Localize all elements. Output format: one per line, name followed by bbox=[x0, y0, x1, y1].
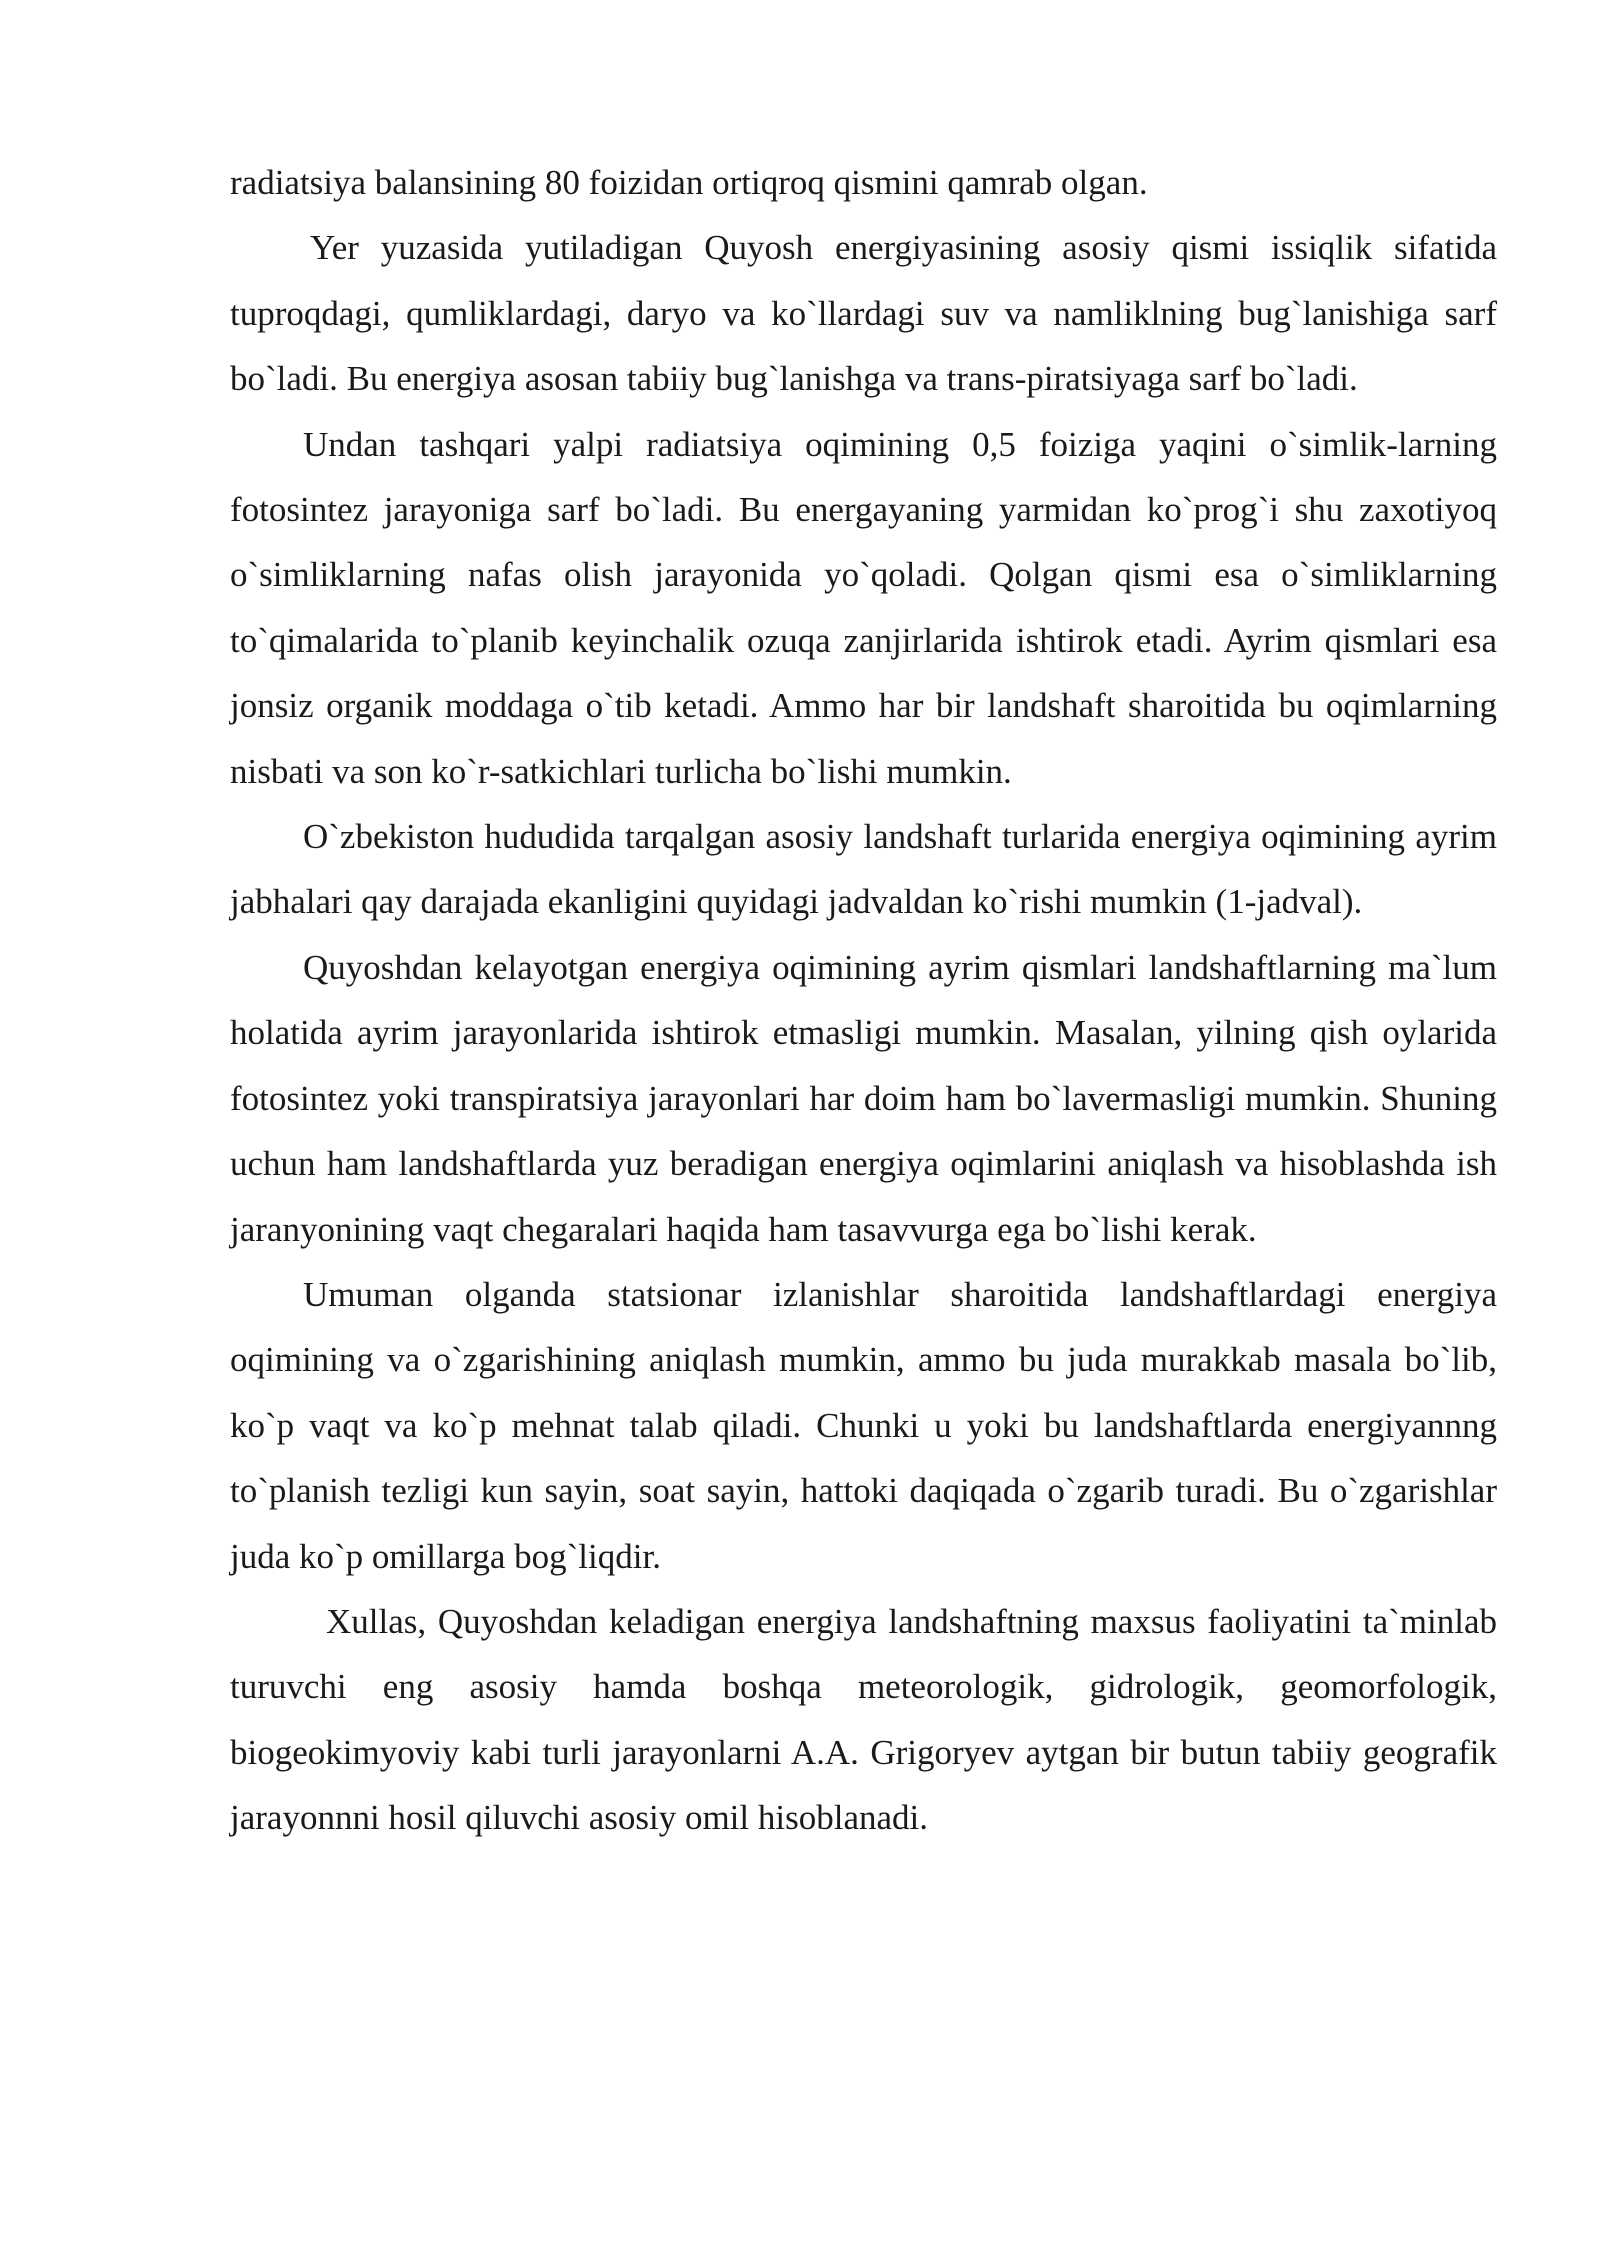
paragraph-6: Umuman olganda statsionar izlanishlar sharoitida landshaftlardagi energiya oqimining va o`zgarishining aniqlash mumkin, ammo bu juda murakkab masala bo`lib, ko`p vaqt va ko`p mehnat talab qiladi. Chunki u yoki bu landshaftlarda energiyannng to`planish tezligi kun sayin, soat sayin, hattoki daqiqada o`zgarib turadi. Bu o`zgarishlar juda ko`p omillarga bog`liqdir. bbox=[230, 1274, 1497, 1576]
document-page bbox=[230, 150, 1497, 1851]
paragraph-7: Xullas, Quyoshdan keladigan energiya landshaftning maxsus faoliyatini ta`minlab turuvchi eng asosiy hamda boshqa meteorologik, gidrologik, geomorfologik, biogeokimyoviy kabi turli jarayonlarni A.A. Grigoryev aytgan bir butun tabiiy geografik jarayonnni hosil qiluvchi asosiy omil hisoblanadi. bbox=[230, 1601, 1497, 1838]
paragraph-4: O`zbekiston hududida tarqalgan asosiy landshaft turlarida energiya oqimining ayrim jabhalari qay darajada ekanligini quyidagi jadvaldan ko`rishi mumkin (1-jadval). bbox=[230, 817, 1497, 922]
paragraph-2: Yer yuzasida yutiladigan Quyosh energiyasining asosiy qismi issiqlik sifatida tuproqdagi, qumliklardagi, daryo va ko`llardagi suv va namliklning bug`lanishiga sarf bo`ladi. Bu energiya asosan tabiiy bug`lanishga va trans-piratsiyaga sarf bo`ladi. bbox=[230, 228, 1497, 399]
paragraph-1: radiatsiya balansining 80 foizidan ortiqroq qismini qamrab olgan. bbox=[230, 163, 1148, 202]
paragraph-3: Undan tashqari yalpi radiatsiya oqimining 0,5 foiziga yaqini o`simlik-larning fotosintez jarayoniga sarf bo`ladi. Bu energayaning yarmidan ko`prog`i shu zaxotiyoq o`simliklarning nafas olish jarayonida yo`qoladi. Qolgan qismi esa o`simliklarning to`qimalarida to`planib keyinchalik ozuqa zanjirlarida ishtirok etadi. Ayrim qismlari esa jonsiz organik moddaga o`tib ketadi. Ammo har bir landshaft sharoitida bu oqimlarning nisbati va son ko`r-satkichlari turlicha bo`lishi mumkin. bbox=[230, 424, 1497, 791]
paragraph-5: Quyoshdan kelayotgan energiya oqimining ayrim qismlari landshaftlarning ma`lum holatida ayrim jarayonlarida ishtirok etmasligi mumkin. Masalan, yilning qish oylarida fotosintez yoki transpiratsiya jarayonlari har doim ham bo`lavermasligi mumkin. Shuning uchun ham landshaftlarda yuz beradigan energiya oqimlarini aniqlash va hisoblashda ish jaranyonining vaqt chegaralari haqida ham tasavvurga ega bo`lishi kerak. bbox=[230, 947, 1497, 1249]
